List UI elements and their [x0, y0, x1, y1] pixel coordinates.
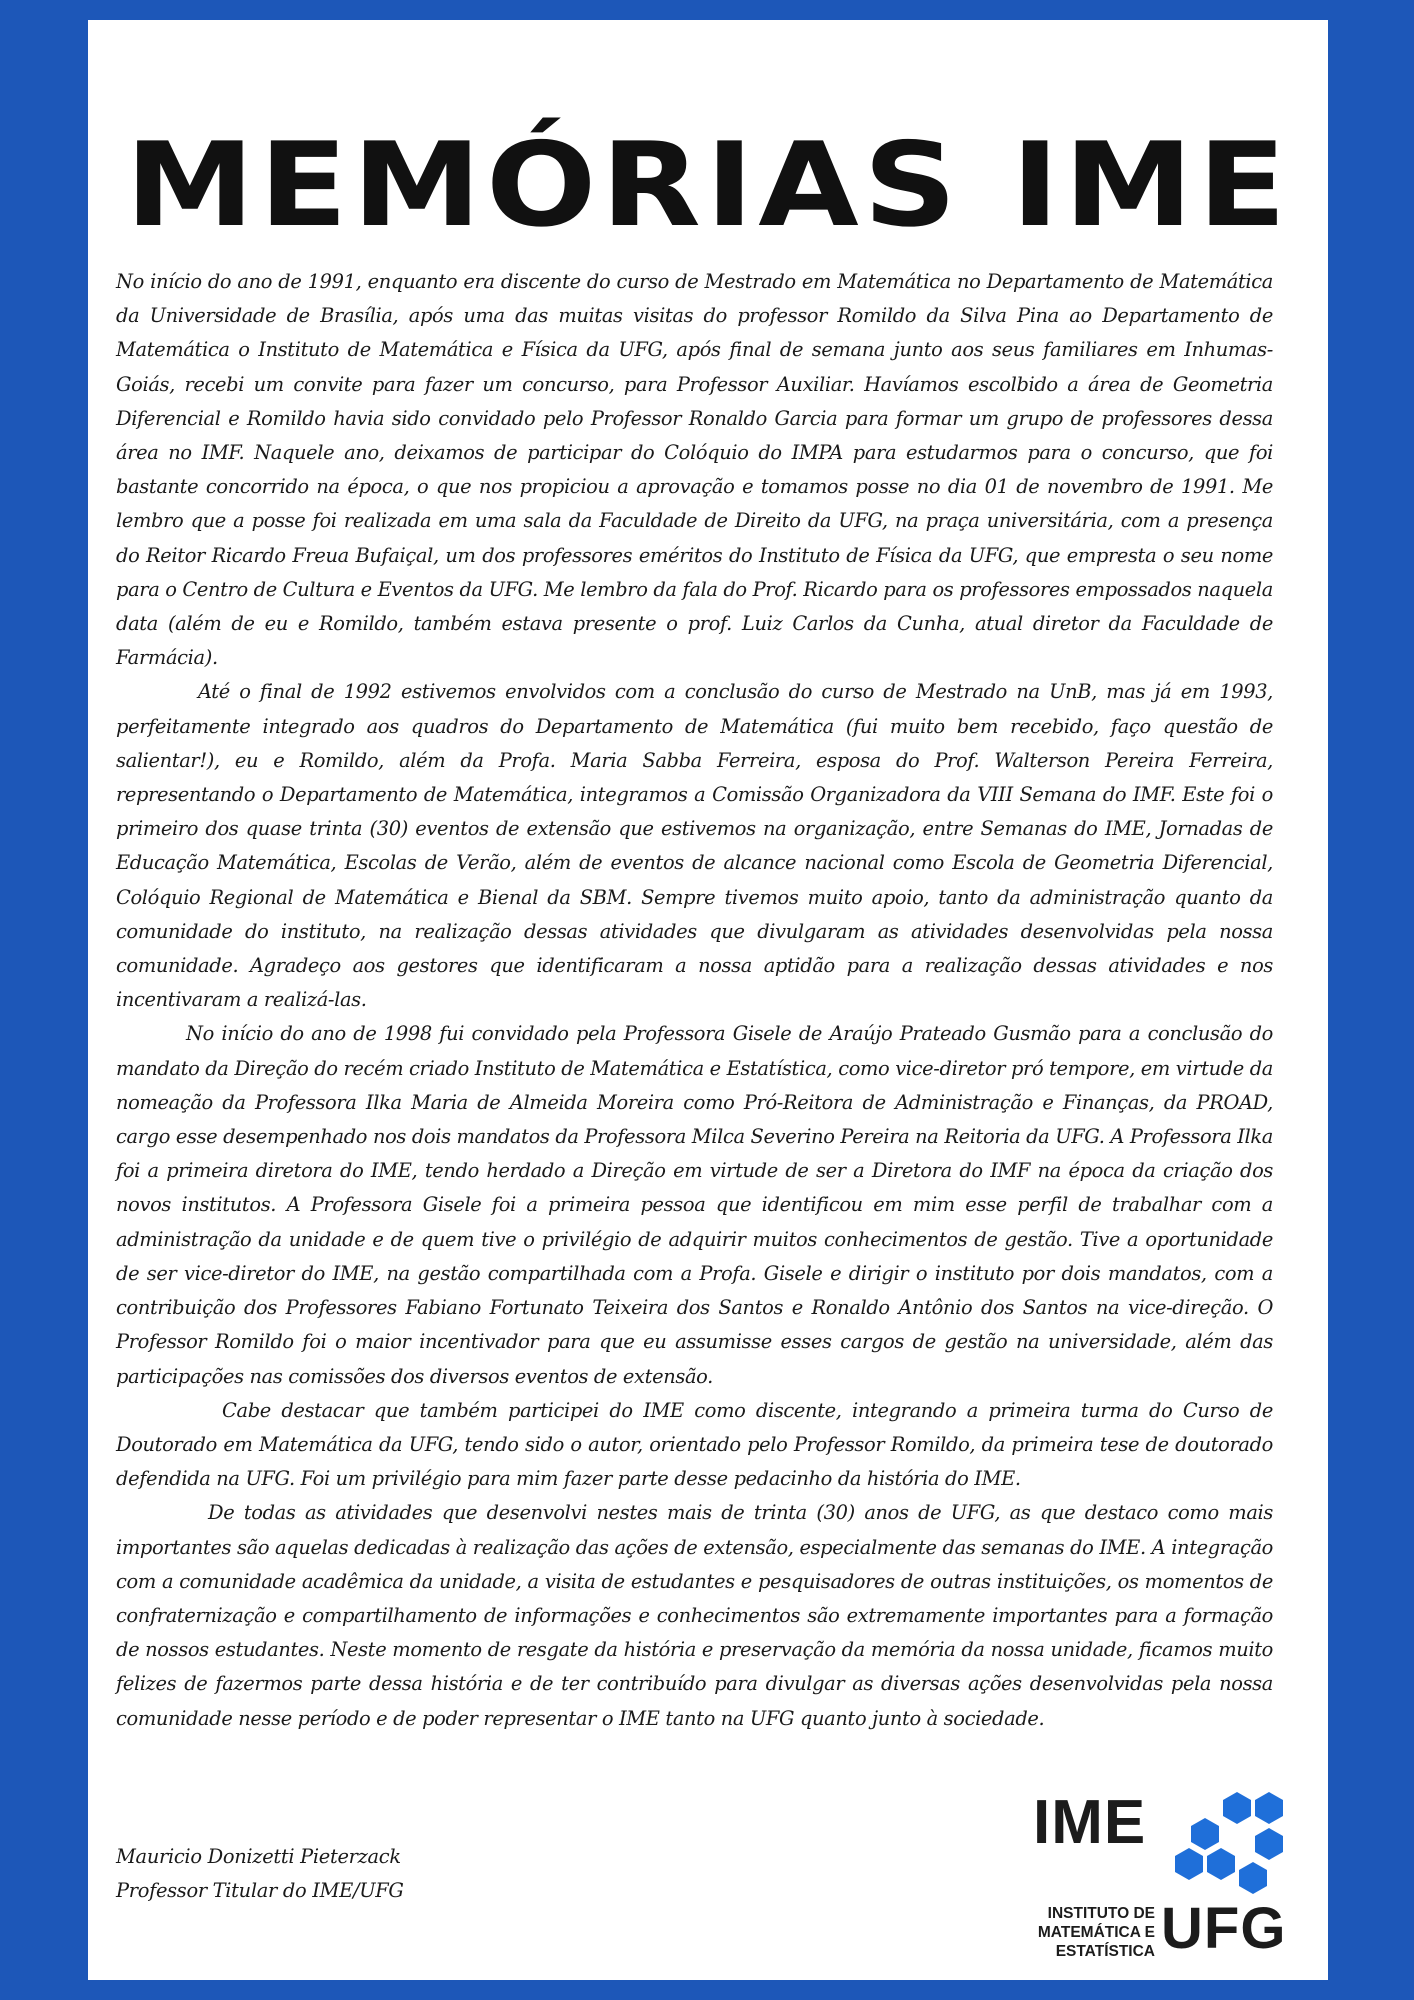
signature-name: Mauricio Donizetti Pieterzack	[116, 1845, 401, 1868]
paragraph-5: De todas as atividades que desenvolvi nestes mais de trinta (30) anos de UFG, as que destaco como mais importantes são aquelas dedicadas à realização das ações de extensão, especialmente das semanas do IME. A integração com a comunidade acadêmica da unidade, a visita de estudantes e pesquisadores de outras instituições, os momentos de confraternização e compartilhamento de informações e conhecimentos são extremamente importantes para a formação de nossos estudantes. Neste momento de resgate da história e preservação da memória da nossa unidade, ficamos muito felizes de fazermos parte dessa história e de ter contribuído para divulgar as diversas ações desenvolvidas pela nossa comunidade nesse período e de poder representar o IME tanto na UFG quanto junto à sociedade.	[116, 1501, 1273, 1730]
logo-institute-name: INSTITUTO DE MATEMÁTICA E ESTATÍSTICA	[1037, 1905, 1155, 1960]
paragraph-3: No início do ano de 1998 fui convidado pela Professora Gisele de Araújo Prateado Gusmão para a conclusão do mandato da Direção do recém criado Instituto de Matemática e Estatística, como vice-diretor pró tempore, em virtude da nomeação da Professora Ilka Maria de Almeida Moreira como Pró-Reitora de Administração e Finanças, da PROAD, cargo esse desempenhado nos dois mandatos da Professora Milca Severino Pereira na Reitoria da UFG. A Professora Ilka foi a primeira diretora do IME, tendo herdado a Direção em virtude de ser a Diretora do IMF na época da criação dos novos institutos. A Professora Gisele foi a primeira pessoa que identificou em mim esse perfil de trabalhar com a administração da unidade e de quem tive o privilégio de adquirir muitos conhecimentos de gestão. Tive a oportunidade de ser vice-diretor do IME, na gestão compartilhada com a Profa. Gisele e dirigir o instituto por dois mandatos, com a contribuição dos Professores Fabiano Fortunato Teixeira dos Santos e Ronaldo Antônio dos Santos na vice-direção. O Professor Romildo foi o maior incentivador para que eu assumisse esses cargos de gestão na universidade, além das participações nas comissões dos diversos eventos de extensão.	[116, 1022, 1273, 1388]
document-page	[88, 20, 1328, 1980]
article-body	[116, 265, 1273, 1736]
logo-university: UFG	[1161, 1896, 1287, 1961]
signature-block	[116, 1840, 404, 1908]
paragraph-1: No início do ano de 1991, enquanto era discente do curso de Mestrado em Matemática no Departamento de Matemática da Universidade de Brasília, após uma das muitas visitas do professor Romildo da Silva Pina ao Departamento de Matemática o Instituto de Matemática e Física da UFG, após final de semana junto aos seus familiares em Inhumas-Goiás, recebi um convite para fazer um concurso, para Professor Auxiliar. Havíamos escolbido a área de Geometria Diferencial e Romildo havia sido convidado pelo Professor Ronaldo Garcia para formar um grupo de professores dessa área no IMF. Naquele ano, deixamos de participar do Colóquio do IMPA para estudarmos para o concurso, que foi bastante concorrido na época, o que nos propiciou a aprovação e tomamos posse no dia 01 de novembro de 1991. Me lembro que a posse foi realizada em uma sala da Faculdade de Direito da UFG, na praça universitária, com a presença do Reitor Ricardo Freua Bufaiçal, um dos professores eméritos do Instituto de Física da UFG, que empresta o seu nome para o Centro de Cultura e Eventos da UFG. Me lembro da fala do Prof. Ricardo para os professores empossados naquela data (além de eu e Romildo, também estava presente o prof. Luiz Carlos da Cunha, atual diretor da Faculdade de Farmácia).	[116, 270, 1273, 670]
logo-acronym: IME	[1033, 1788, 1147, 1857]
signature-role: Professor Titular do IME/UFG	[116, 1879, 404, 1902]
paragraph-4: Cabe destacar que também participei do IME como discente, integrando a primeira turma do Curso de Doutorado em Matemática da UFG, tendo sido o autor, orientado pelo Professor Romildo, da primeira tese de doutorado defendida na UFG. Foi um privilégio para mim fazer parte desse pedacinho da história do IME.	[116, 1398, 1273, 1491]
page-title: MEMÓRIAS IME	[125, 118, 1291, 253]
paragraph-2: Até o final de 1992 estivemos envolvidos com a conclusão do curso de Mestrado na UnB, mas já em 1993, perfeitamente integrado aos quadros do Departamento de Matemática (fui muito bem recebido, faço questão de salientar!), eu e Romildo, além da Profa. Maria Sabba Ferreira, esposa do Prof. Walterson Pereira Ferreira, representando o Departamento de Matemática, integramos a Comissão Organizadora da VIII Semana do IMF. Este foi o primeiro dos quase trinta (30) eventos de extensão que estivemos na organização, entre Semanas do IME, Jornadas de Educação Matemática, Escolas de Verão, além de eventos de alcance nacional como Escola de Geometria Diferencial, Colóquio Regional de Matemática e Bienal da SBM. Sempre tivemos muito apoio, tanto da administração quanto da comunidade do instituto, na realização dessas atividades que divulgaram as atividades desenvolvidas pela nossa comunidade. Agradeço aos gestores que identificaram a nossa aptidão para a realização dessas atividades e nos incentivaram a realizá-las.	[116, 680, 1273, 1012]
ime-ufg-logo	[1033, 1790, 1293, 1965]
hexagon-cluster-icon	[1173, 1790, 1293, 1900]
